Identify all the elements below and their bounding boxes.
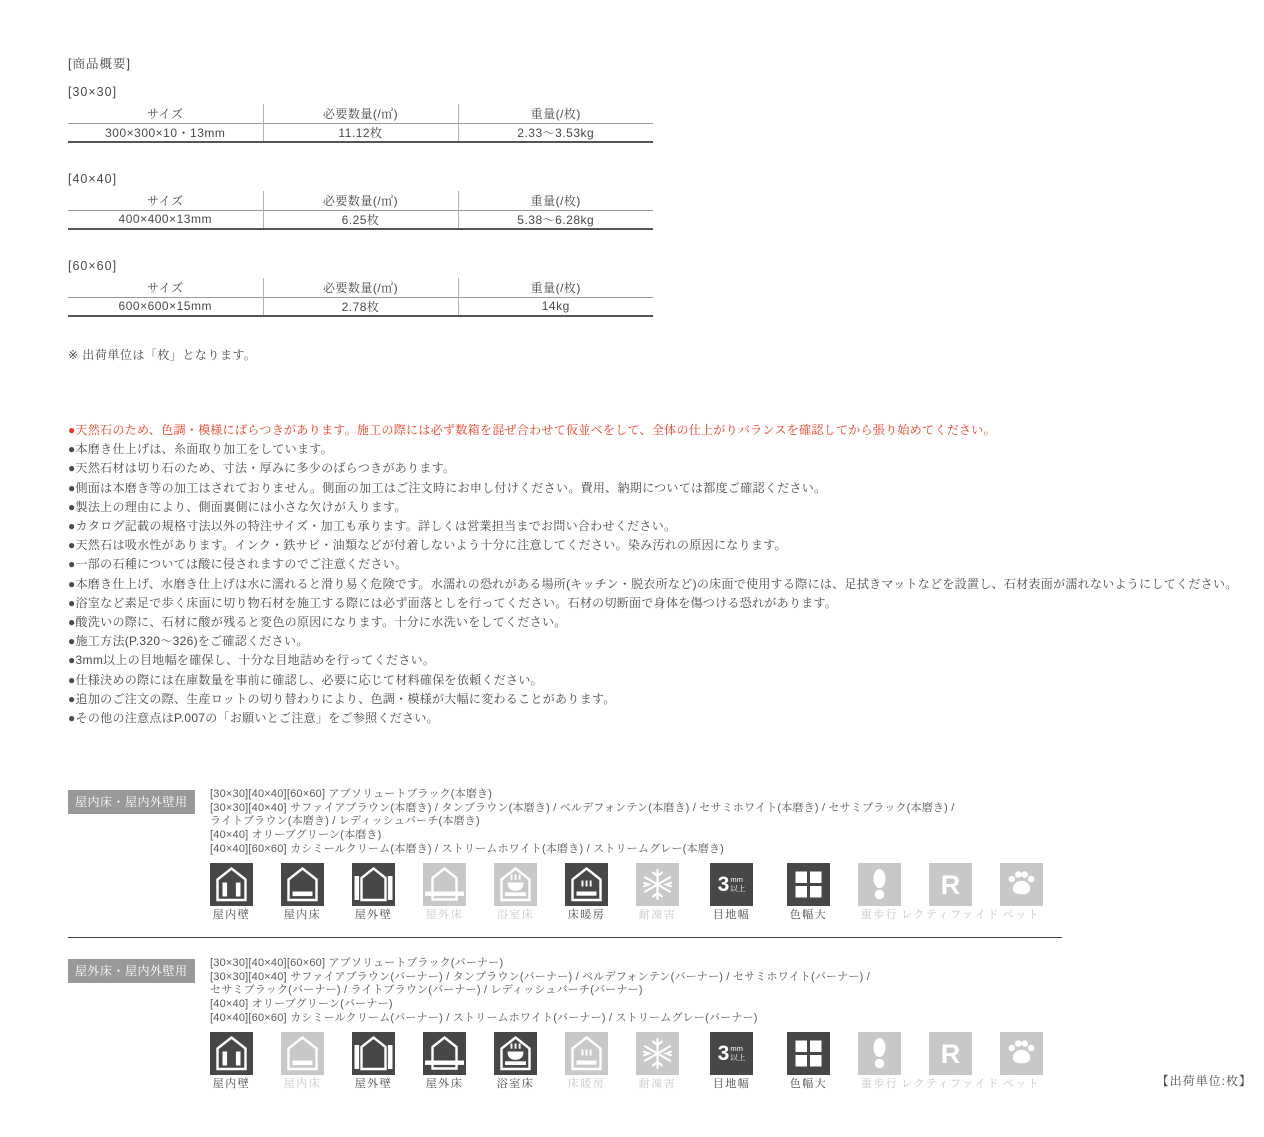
cell-weight: 14kg	[541, 299, 570, 314]
joint-width-icon: 3 mm 以上	[710, 863, 753, 906]
icon-label: ペット	[1002, 1078, 1041, 1091]
snowflake-icon	[636, 863, 679, 906]
color-grid-icon	[787, 863, 830, 906]
col-weight: 重量(/枚)	[530, 280, 581, 295]
icon-indoor-wall	[210, 863, 253, 922]
outdoor-wall-icon	[352, 1032, 395, 1075]
note-line: ●側面は本磨き等の加工はされておりません。側面の加工はご注文時にお申し付けください。費用、納期については都度ご確認ください。	[68, 480, 827, 495]
col-size: サイズ	[68, 104, 263, 123]
col-weight: 重量(/枚)	[530, 106, 581, 121]
icon-label: レクティファイド	[901, 909, 1000, 922]
icon-rectified	[901, 863, 1000, 922]
icon-label: 屋外壁	[354, 1078, 393, 1091]
col-weight: 重量(/枚)	[530, 193, 581, 208]
icon-heavy-traffic	[858, 863, 901, 922]
icon-label: 屋外床	[425, 1078, 464, 1091]
icon-label: 浴室床	[496, 909, 535, 922]
usage-icons-row	[210, 863, 1252, 922]
icon-label: 屋内床	[283, 909, 322, 922]
icon-bathroom-floor	[494, 863, 537, 922]
indoor-floor-icon	[281, 863, 324, 906]
product-line: [30×30][40×40] サファイアブラウン(本磨き) / タンブラウン(本磨き) / ベルデフォンテン(本磨き) / セサミホワイト(本磨き) / セサミブラック(本磨き) /	[210, 801, 955, 814]
note-line: ●追加のご注文の際、生産ロットの切り替わりにより、色調・模様が大幅に変わることがあります。	[68, 691, 616, 706]
rectified-r-icon	[929, 863, 972, 906]
product-list	[210, 957, 870, 1025]
spec-header-row	[68, 278, 653, 297]
footprint-icon	[858, 863, 901, 906]
spec-header-row	[68, 191, 653, 210]
cell-weight: 2.33〜3.53kg	[517, 125, 595, 140]
cell-size: 400×400×13mm	[68, 210, 263, 229]
spec-header-row	[68, 104, 653, 123]
paw-icon	[1000, 863, 1043, 906]
product-line: [30×30][40×40] サファイアブラウン(バーナー) / タンブラウン(バーナー) / ベルデフォンテン(バーナー) / セサミホワイト(バーナー) /	[210, 970, 871, 983]
icon-outdoor-floor	[423, 863, 466, 922]
bathroom-floor-icon	[494, 863, 537, 906]
col-size: サイズ	[68, 191, 263, 210]
icon-joint-width	[710, 1032, 753, 1091]
icon-label: 屋外床	[425, 909, 464, 922]
caution-notes	[68, 421, 1252, 728]
icon-frost-resistance	[636, 1032, 679, 1091]
note-line: ●本磨き仕上げ、水磨き仕上げは水に濡れると滑り易く危険です。水濡れの恐れがある場所(キッチン・脱衣所など)の床面で使用する際には、足拭きマットなどを設置し、石材表面が濡れないようにしてください。	[68, 576, 1238, 591]
icon-floor-heating	[565, 1032, 608, 1091]
icon-label: 屋内壁	[212, 1078, 251, 1091]
cell-size: 600×600×15mm	[68, 297, 263, 316]
icon-label: 床暖房	[567, 909, 606, 922]
icon-color-variation	[787, 863, 830, 922]
note-line: ●3mm以上の目地幅を確保し、十分な目地詰めを行ってください。	[68, 653, 436, 668]
note-line: ●施工方法(P.320〜326)をご確認ください。	[68, 634, 309, 649]
icon-label: 目地幅	[712, 1078, 751, 1091]
note-line: ●天然石は吸水性があります。インク・鉄サビ・油類などが付着しないよう十分に注意してください。染み汚れの原因になります。	[68, 538, 787, 553]
outdoor-wall-icon	[352, 863, 395, 906]
icon-indoor-floor	[281, 863, 324, 922]
col-qty: 必要数量(/㎡)	[263, 278, 458, 297]
icon-label: 重歩行	[860, 909, 899, 922]
icon-color-variation	[787, 1032, 830, 1091]
color-grid-icon	[787, 1032, 830, 1075]
snowflake-icon	[636, 1032, 679, 1075]
size-heading-40x40: [40×40]	[68, 172, 118, 186]
note-line: ●カタログ記載の規格寸法以外の特注サイズ・加工も承ります。詳しくは営業担当までお問い合わせください。	[68, 519, 677, 534]
floor-heating-icon	[565, 863, 608, 906]
icon-bathroom-floor	[494, 1032, 537, 1091]
product-line: [40×40][60×60] カシミールクリーム(本磨き) / ストリームホワイト(本磨き) / ストリームグレー(本磨き)	[210, 842, 725, 855]
icon-label: 目地幅	[712, 909, 751, 922]
spec-block-30x30	[68, 85, 1252, 143]
spec-data-row	[68, 123, 653, 142]
icon-indoor-wall	[210, 1032, 253, 1091]
size-heading-30x30: [30×30]	[68, 85, 118, 99]
note-line: ●製法上の理由により、側面裏側には小さな欠けが入ります。	[68, 499, 407, 514]
icon-label: 屋内床	[283, 1078, 322, 1091]
col-size: サイズ	[68, 278, 263, 297]
bathroom-floor-icon	[494, 1032, 537, 1075]
joint-width-icon: 3 mm 以上	[710, 1032, 753, 1075]
spec-data-row	[68, 210, 653, 229]
icon-label: レクティファイド	[901, 1078, 1000, 1091]
icon-label: 重歩行	[860, 1078, 899, 1091]
cell-size: 300×300×10・13mm	[68, 123, 263, 142]
paw-icon	[1000, 1032, 1043, 1075]
icon-label: 屋外壁	[354, 909, 393, 922]
product-line: [30×30][40×40][60×60] アブソリュートブラック(バーナー)	[210, 957, 504, 970]
section-label: 屋外床・屋内外壁用	[68, 959, 195, 983]
outdoor-floor-icon	[423, 1032, 466, 1075]
icon-rectified	[901, 1032, 1000, 1091]
product-line: [40×40] オリーブグリーン(本磨き)	[210, 829, 382, 842]
note-line: ●一部の石種については酸に侵されますのでご注意ください。	[68, 557, 408, 572]
product-line: [30×30][40×40][60×60] アブソリュートブラック(本磨き)	[210, 788, 493, 801]
icon-outdoor-wall	[352, 863, 395, 922]
icon-heavy-traffic	[858, 1032, 901, 1091]
icon-indoor-floor	[281, 1032, 324, 1091]
shipping-unit-footer: 【出荷単位:枚】	[1156, 1074, 1252, 1089]
indoor-wall-icon	[210, 1032, 253, 1075]
outdoor-floor-icon	[423, 863, 466, 906]
product-list	[210, 788, 954, 856]
product-line: [40×40][60×60] カシミールクリーム(バーナー) / ストリームホワイト(バーナー) / ストリームグレー(バーナー)	[210, 1011, 758, 1024]
cell-qty: 6.25枚	[263, 210, 458, 229]
section-divider	[68, 937, 1062, 938]
indoor-wall-icon	[210, 863, 253, 906]
spec-table-30x30	[68, 104, 653, 143]
section-outdoor-floor-wall	[68, 957, 1252, 1091]
cell-qty: 11.12枚	[263, 123, 458, 142]
icon-frost-resistance	[636, 863, 679, 922]
col-qty: 必要数量(/㎡)	[263, 104, 458, 123]
product-line: [40×40] オリーブグリーン(バーナー)	[210, 998, 393, 1010]
note-line: ●天然石のため、色調・模様にばらつきがあります。施工の際には必ず数箱を混ぜ合わせて仮並べをして、全体の仕上がりバランスを確認してから張り始めてください。	[68, 423, 996, 437]
icon-outdoor-wall	[352, 1032, 395, 1091]
icon-label: 耐凍害	[638, 909, 677, 922]
icon-label: 色幅大	[789, 1078, 828, 1091]
spec-block-60x60	[68, 259, 1252, 317]
col-qty: 必要数量(/㎡)	[263, 191, 458, 210]
rectified-r-icon	[929, 1032, 972, 1075]
cell-weight: 5.38〜6.28kg	[517, 212, 595, 227]
icon-label: 耐凍害	[638, 1078, 677, 1091]
icon-pet	[1000, 1032, 1043, 1091]
usage-icons-row	[210, 1032, 1252, 1091]
icon-label: 浴室床	[496, 1078, 535, 1091]
spec-table-60x60	[68, 278, 653, 317]
note-line: ●酸洗いの際に、石材に酸が残ると変色の原因になります。十分に水洗いをしてください。	[68, 615, 567, 630]
icon-label: 床暖房	[567, 1078, 606, 1091]
section-indoor-floor-wall	[68, 788, 1252, 922]
icon-joint-width	[710, 863, 753, 922]
product-line: ライトブラウン(本磨き) / レディッシュバーチ(本磨き)	[210, 815, 480, 828]
note-line: ●その他の注意点はP.007の「お願いとご注意」をご参照ください。	[68, 711, 439, 726]
icon-floor-heating	[565, 863, 608, 922]
icon-label: 色幅大	[789, 909, 828, 922]
cell-qty: 2.78枚	[263, 297, 458, 316]
footprint-icon	[858, 1032, 901, 1075]
size-heading-60x60: [60×60]	[68, 259, 118, 273]
overview-title: [商品概要]	[68, 57, 131, 71]
note-line: ●本磨き仕上げは、糸面取り加工をしています。	[68, 442, 333, 457]
note-line: ●浴室など素足で歩く床面に切り物石材を施工する際には必ず面落としを行ってください。石材の切断面で身体を傷つける恐れがあります。	[68, 595, 838, 610]
icon-label: ペット	[1002, 909, 1041, 922]
spec-table-40x40	[68, 191, 653, 230]
icon-outdoor-floor	[423, 1032, 466, 1091]
icon-pet	[1000, 863, 1043, 922]
product-line: セサミブラック(バーナー) / ライトブラウン(バーナー) / レディッシュバーチ(バーナー)	[210, 984, 643, 997]
spec-block-40x40	[68, 172, 1252, 230]
floor-heating-icon	[565, 1032, 608, 1075]
section-label: 屋内床・屋内外壁用	[68, 790, 195, 814]
spec-data-row	[68, 297, 653, 316]
indoor-floor-icon	[281, 1032, 324, 1075]
note-line: ●天然石材は切り石のため、寸法・厚みに多少のばらつきがあります。	[68, 461, 456, 476]
note-line: ●仕様決めの際には在庫数量を事前に確認し、必要に応じて材料確保を依頼ください。	[68, 672, 543, 687]
icon-label: 屋内壁	[212, 909, 251, 922]
shipping-unit-note: ※ 出荷単位は「枚」となります。	[68, 348, 257, 362]
